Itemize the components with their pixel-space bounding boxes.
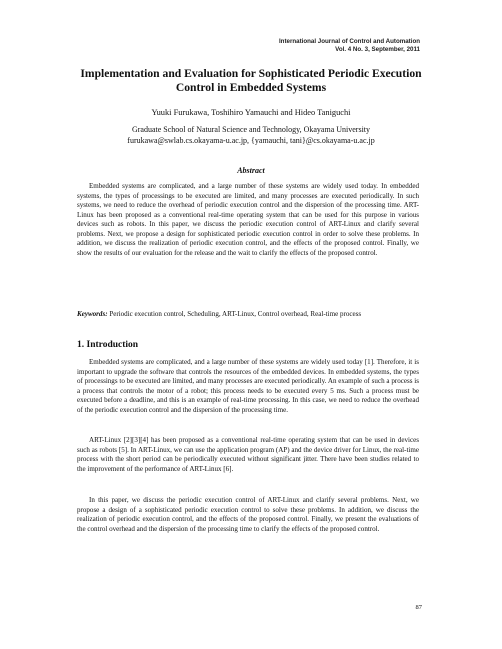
author-emails: furukawa@swlab.cs.okayama-u.ac.jp, {yamauchi, tani}@cs.okayama-u.ac.jp bbox=[127, 135, 375, 145]
author-list: Yuuki Furukawa, Toshihiro Yamauchi and Hideo Taniguchi bbox=[151, 108, 351, 117]
section-heading-introduction: 1. Introduction bbox=[77, 340, 139, 350]
affiliation: Graduate School of Natural Science and Technology, Okayama University bbox=[131, 125, 371, 134]
journal-name: International Journal of Control and Automation bbox=[278, 38, 420, 45]
page-number: 87 bbox=[415, 604, 422, 611]
affiliation-block bbox=[60, 125, 442, 146]
keywords bbox=[77, 310, 419, 320]
paper-title-line-1: Implementation and Evaluation for Sophisticated Periodic Execution bbox=[80, 67, 422, 80]
intro-paragraph: Embedded systems are complicated, and a large number of these systems are widely used today [1]. Therefore, it is important to upgrade the software that controls the resources of the embedded devices. In embedded systems, the types of processings to be executed are limited, and many processes are executed periodically. An example of such a process is a process that controls the motor of a robot; this process needs to be executed every 5 ms. Such a process must be executed before a deadline, and this is an example of real-time processing. In this case, we need to reduce the overhead of the periodic execution control and the dispersion of the processing time. bbox=[77, 358, 419, 414]
abstract-heading: Abstract bbox=[237, 166, 265, 175]
intro-paragraph: In this paper, we discuss the periodic execution control of ART-Linux and clarify several problems. Next, we propose a design of a sophisticated periodic execution control to solve these problems. In addition, we discuss the realization of periodic execution control, and the effects of the proposed control. Finally, we present the evaluations of the control overhead and the dispersion of the processing time to clarify the effects of the proposed control. bbox=[77, 496, 419, 533]
paper-title bbox=[60, 67, 442, 95]
keywords-text: Periodic execution control, Scheduling, ART-Linux, Control overhead, Real-time process bbox=[109, 310, 362, 318]
abstract-text: Embedded systems are complicated, and a large number of these systems are widely used today. In embedded systems, the types of processings to be executed are limited, and many processes are executed periodically. In such systems, we need to reduce the overhead of periodic execution control and the dispersion of the processing time. ART-Linux has been proposed as a conventional real-time operating system that can be used for this purpose in various devices such as robots. In this paper, we discuss the periodic execution control of ART-Linux and clarify several problems. Next, we propose a design for sophisticated periodic execution control in order to solve these problems. In addition, we discuss the realization of periodic execution control, and the effects of the proposed control. Finally, we show the results of our evaluation for the release and the wait to clarify the effects of the proposed control. bbox=[77, 182, 419, 257]
journal-header bbox=[279, 38, 420, 54]
paper-title-line-2: Control in Embedded Systems bbox=[175, 81, 327, 94]
intro-paragraph: ART-Linux [2][3][4] has been proposed as a conventional real-time operating system that can be used in devices such as robots [5]. In ART-Linux, we can use the application program (AP) and the device driver for Linux, the real-time process with the short period can be periodically executed without significant jitter. There have been studies related to the improvement of the performance of ART-Linux [6]. bbox=[77, 436, 419, 473]
keywords-label: Keywords: bbox=[77, 310, 108, 318]
journal-issue: Vol. 4 No. 3, September, 2011 bbox=[335, 46, 420, 53]
